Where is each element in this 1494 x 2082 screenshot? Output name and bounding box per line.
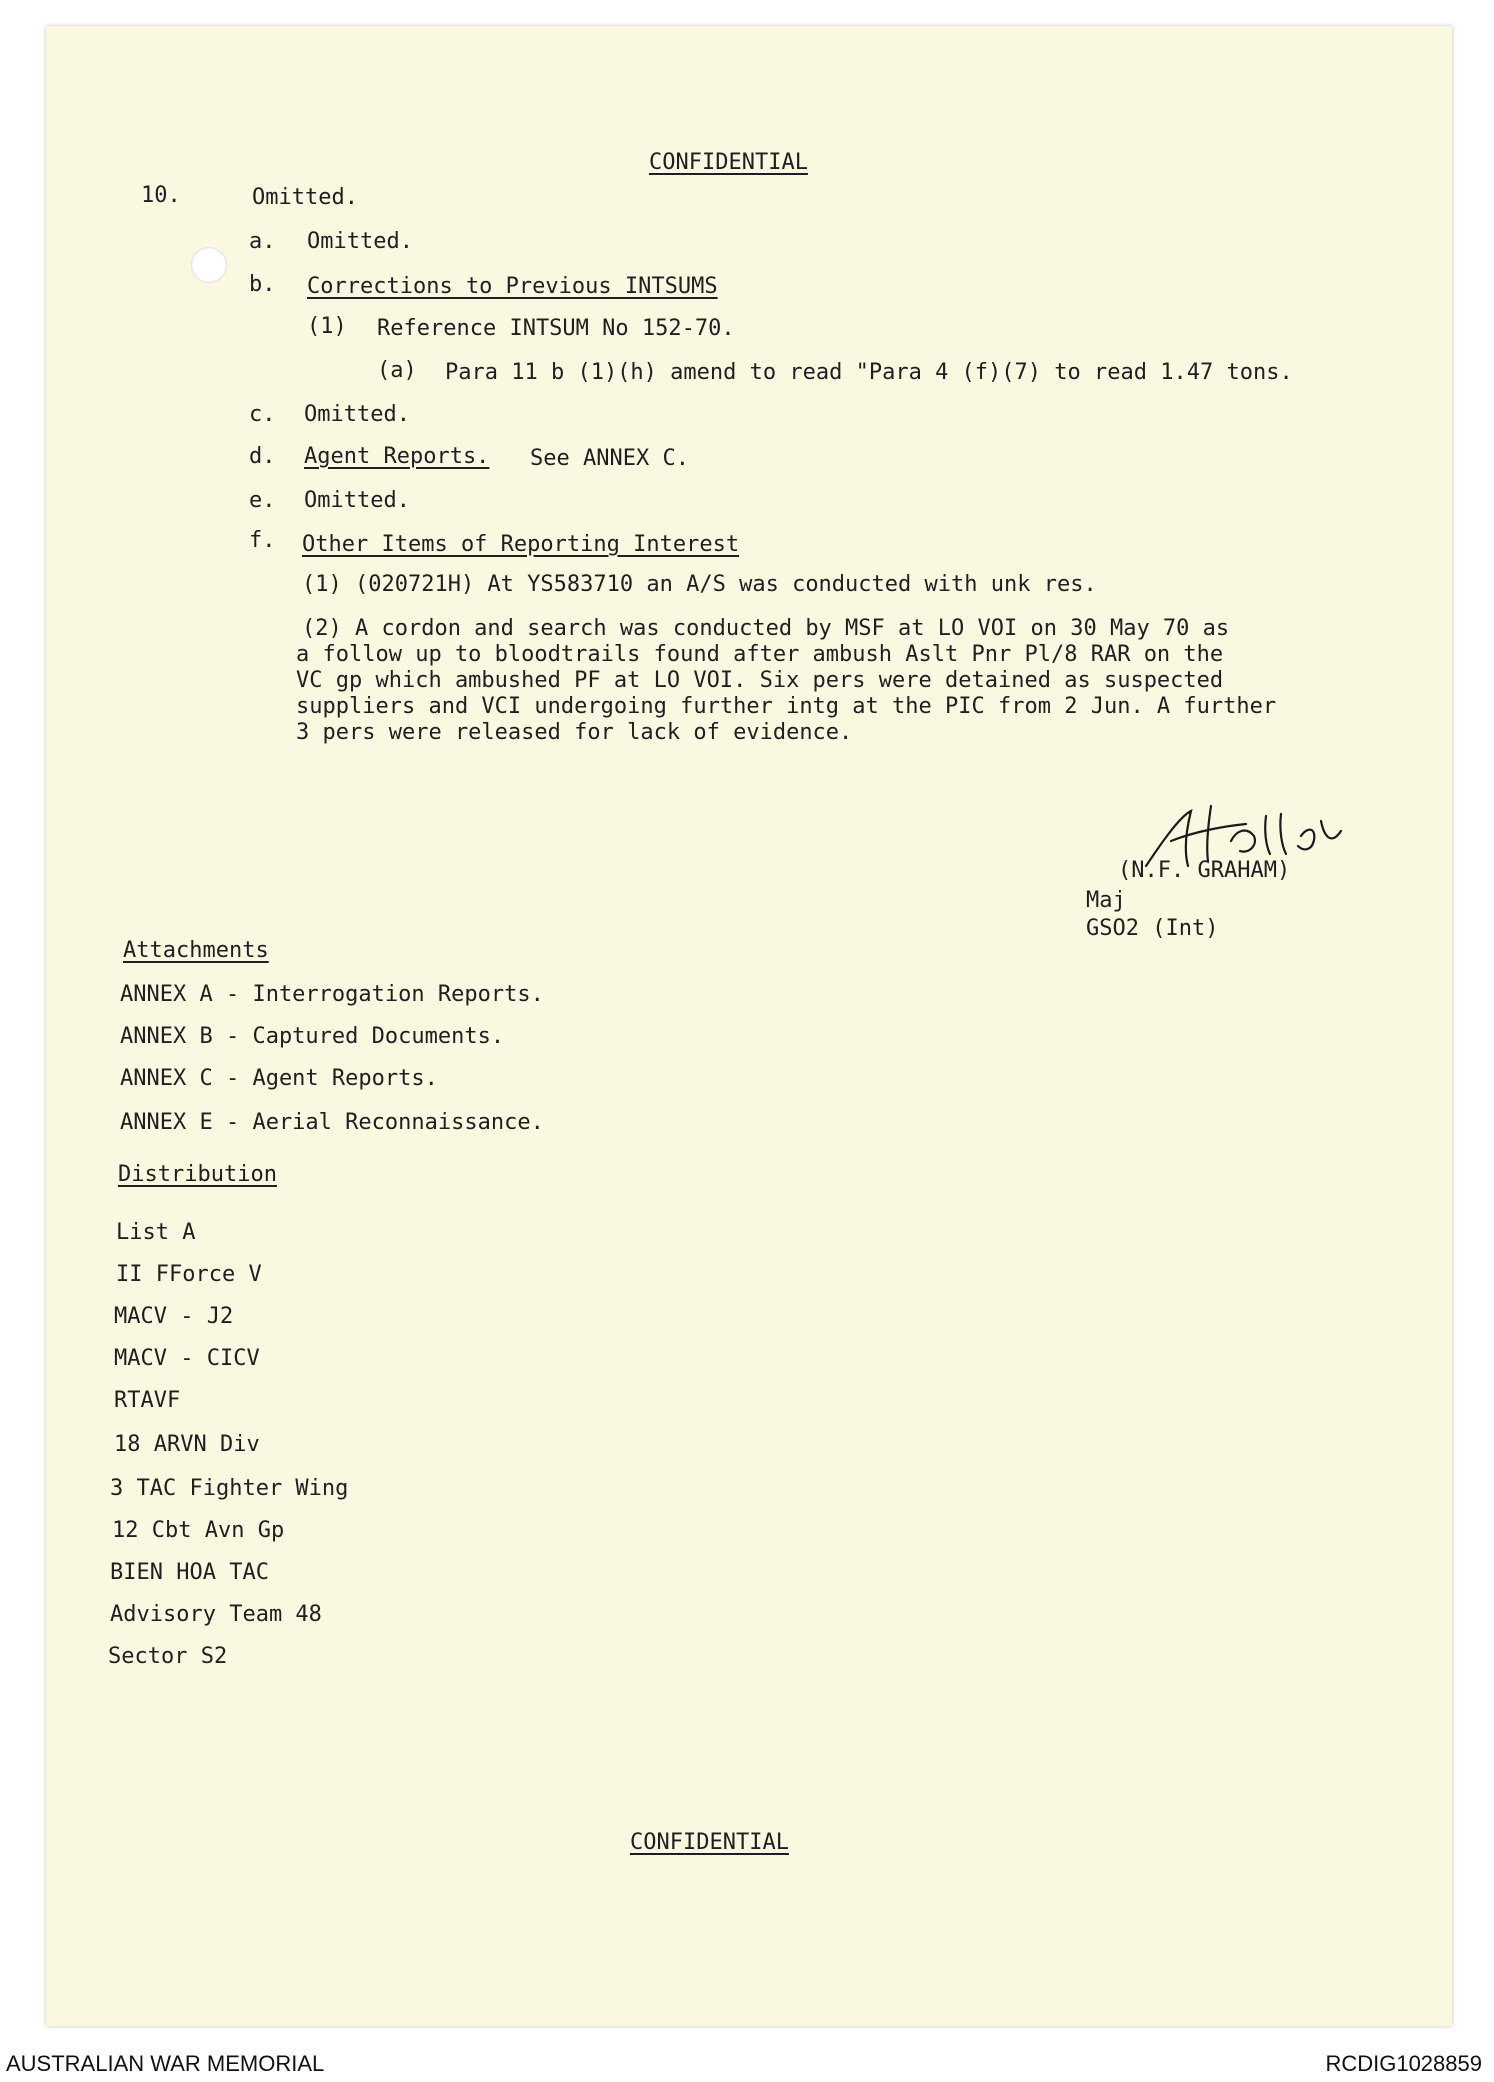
para-b-sub1a-number: (a) [377, 358, 417, 383]
signatory-appointment: GSO2 (Int) [1086, 916, 1219, 941]
signatory-name: (N.F. GRAHAM) [1118, 858, 1291, 883]
para-a-text: Omitted. [307, 229, 413, 254]
distribution-item: 3 TAC Fighter Wing [110, 1476, 349, 1501]
distribution-heading: Distribution [118, 1162, 277, 1187]
distribution-item: RTAVF [114, 1388, 181, 1413]
para-10-number: 10. [141, 183, 181, 208]
para-f-item2-line: 3 pers were released for lack of evidence. [296, 720, 853, 745]
distribution-item: MACV - CICV [114, 1346, 260, 1371]
distribution-item: MACV - J2 [114, 1304, 234, 1329]
para-d-text: See ANNEX C. [530, 446, 689, 471]
para-b-heading: Corrections to Previous INTSUMS [307, 274, 718, 299]
para-f-item2-line: a follow up to bloodtrails found after ambush Aslt Pnr Pl/8 RAR on the [296, 642, 1224, 667]
para-c-text: Omitted. [304, 402, 410, 427]
attachment-item: ANNEX E - Aerial Reconnaissance. [120, 1110, 544, 1135]
para-b-sub1-number: (1) [307, 314, 347, 339]
para-d-letter: d. [249, 444, 276, 469]
distribution-item: List A [116, 1220, 196, 1245]
para-e-text: Omitted. [304, 488, 410, 513]
para-b-letter: b. [249, 272, 276, 297]
signatory-rank: Maj [1086, 888, 1126, 913]
distribution-item: BIEN HOA TAC [110, 1560, 269, 1585]
distribution-item: II FForce V [116, 1262, 262, 1287]
para-b-sub1a-text: Para 11 b (1)(h) amend to read "Para 4 (f)(7) to read 1.47 tons. [445, 360, 1293, 385]
distribution-item: Advisory Team 48 [110, 1602, 322, 1627]
para-d-heading: Agent Reports. [304, 444, 490, 469]
attachment-item: ANNEX A - Interrogation Reports. [120, 982, 544, 1007]
para-f-item2-line: suppliers and VCI undergoing further intg at the PIC from 2 Jun. A further [296, 694, 1277, 719]
attachment-item: ANNEX B - Captured Documents. [120, 1024, 505, 1049]
para-e-letter: e. [249, 488, 276, 513]
para-f-item1: (1) (020721H) At YS583710 an A/S was conducted with unk res. [302, 572, 1097, 597]
archive-footer-right: RCDIG1028859 [1325, 2051, 1482, 2076]
para-b-sub1-text: Reference INTSUM No 152-70. [377, 316, 735, 341]
para-f-letter: f. [249, 528, 276, 553]
punch-hole [191, 247, 227, 283]
para-10-title: Omitted. [252, 185, 358, 210]
document-page [46, 26, 1452, 2026]
para-c-letter: c. [249, 402, 276, 427]
distribution-item: 18 ARVN Div [114, 1432, 260, 1457]
distribution-item: 12 Cbt Avn Gp [112, 1518, 285, 1543]
para-f-item2-line: VC gp which ambushed PF at LO VOI. Six pers were detained as suspected [296, 668, 1224, 693]
attachments-heading: Attachments [123, 938, 269, 963]
header-classification: CONFIDENTIAL [649, 150, 808, 175]
archive-footer-left: AUSTRALIAN WAR MEMORIAL [6, 2051, 325, 2076]
para-a-letter: a. [249, 229, 276, 254]
para-f-item2-line: (2) A cordon and search was conducted by MSF at LO VOI on 30 May 70 as [302, 616, 1230, 641]
attachment-item: ANNEX C - Agent Reports. [120, 1066, 438, 1091]
footer-classification: CONFIDENTIAL [630, 1830, 789, 1855]
distribution-item: Sector S2 [108, 1644, 228, 1669]
para-f-heading: Other Items of Reporting Interest [302, 532, 740, 557]
